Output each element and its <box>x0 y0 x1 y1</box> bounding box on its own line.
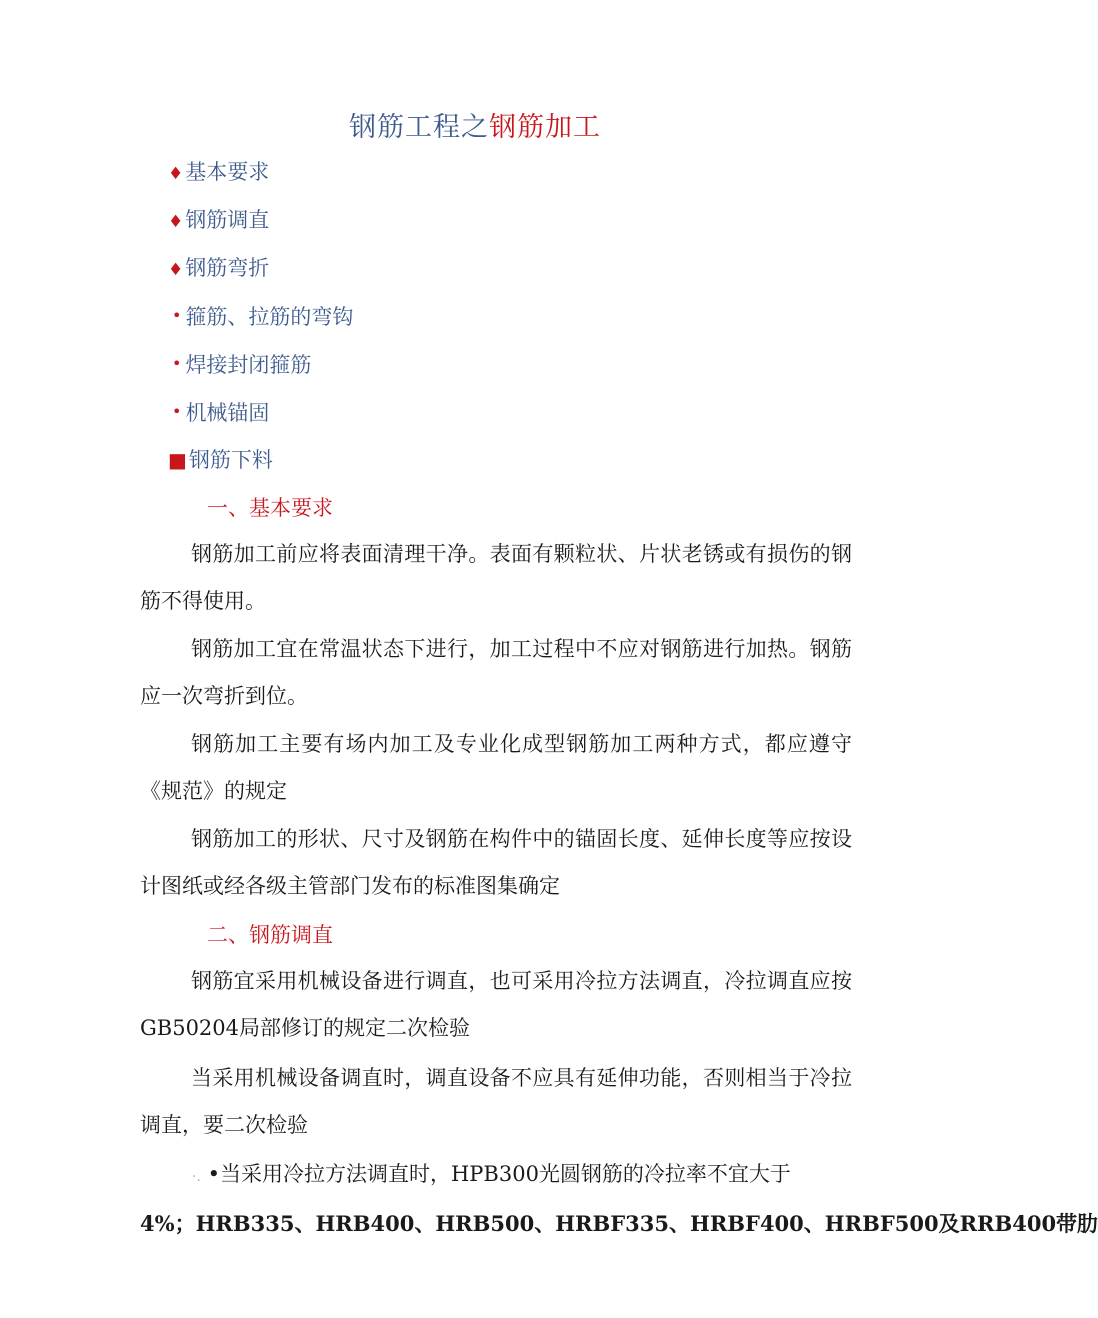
section-2-rebar-grades-line: 4%；HRB335、HRB400、HRB500、HRBF335、HRBF400、HRBF500及RRB400带肋 <box>140 1211 1098 1236</box>
title-part-2: 钢筋加工 <box>489 112 601 143</box>
section-2-paragraph-1: 钢筋宜采用机械设备进行调直，也可采用冷拉方法调直，冷拉调直应按GB50204局部修订的规定二次检验 <box>140 969 852 1040</box>
toc-item-welded-stirrups <box>168 342 353 390</box>
toc-item-label: 钢筋弯折 <box>185 256 270 280</box>
diamond-bullet-icon: ♦ <box>168 212 184 232</box>
dot-bullet-icon: • <box>172 354 182 373</box>
section-2-cold-drawing-line <box>192 1154 791 1197</box>
section-1-paragraph-1: 钢筋加工前应将表面清理干净。表面有颗粒状、片状老锈或有损伤的钢筋不得使用。 <box>140 542 852 613</box>
faint-marker: ·. <box>192 1169 201 1185</box>
square-bullet-icon: ■ <box>168 448 187 472</box>
toc-item-mechanical-anchorage <box>168 390 353 438</box>
section-2-paragraph-2: 当采用机械设备调直时，调直设备不应具有延伸功能，否则相当于冷拉调直，要二次检验 <box>140 1066 852 1137</box>
toc-item-label: 基本要求 <box>185 160 270 184</box>
toc-item-label: 钢筋下料 <box>188 448 273 472</box>
toc-item-label: 钢筋调直 <box>185 208 270 232</box>
table-of-contents <box>168 150 353 486</box>
title-part-1: 钢筋工程之 <box>349 112 489 143</box>
diamond-bullet-icon: ♦ <box>168 164 184 184</box>
toc-item-basic-requirements <box>168 150 353 198</box>
dot-bullet-icon: • <box>172 402 182 421</box>
toc-item-stirrup-hooks <box>168 294 353 342</box>
section-1-heading: 一、基本要求 <box>207 496 333 520</box>
dot-bullet-icon: • <box>172 306 182 325</box>
section-1-paragraph-4: 钢筋加工的形状、尺寸及钢筋在构件中的锚固长度、延伸长度等应按设计图纸或经各级主管部门发布的标准图集确定 <box>140 827 852 898</box>
section-1-paragraph-3: 钢筋加工主要有场内加工及专业化成型钢筋加工两种方式，都应遵守《规范》的规定 <box>140 732 852 803</box>
diamond-bullet-icon: ♦ <box>168 260 184 280</box>
toc-item-straightening <box>168 198 353 246</box>
toc-item-label: 机械锚固 <box>185 401 270 425</box>
toc-item-bending <box>168 246 353 294</box>
toc-item-label: 焊接封闭箍筋 <box>185 353 312 377</box>
toc-item-cutting <box>168 438 353 486</box>
section-2-heading: 二、钢筋调直 <box>207 923 333 947</box>
page-title <box>0 108 950 148</box>
section-1-paragraph-2: 钢筋加工宜在常温状态下进行，加工过程中不应对钢筋进行加热。钢筋应一次弯折到位。 <box>140 637 852 708</box>
toc-item-label: 箍筋、拉筋的弯钩 <box>185 305 354 329</box>
cold-drawing-text: •当采用冷拉方法调直时，HPB300光圆钢筋的冷拉率不宜大于 <box>207 1162 791 1186</box>
